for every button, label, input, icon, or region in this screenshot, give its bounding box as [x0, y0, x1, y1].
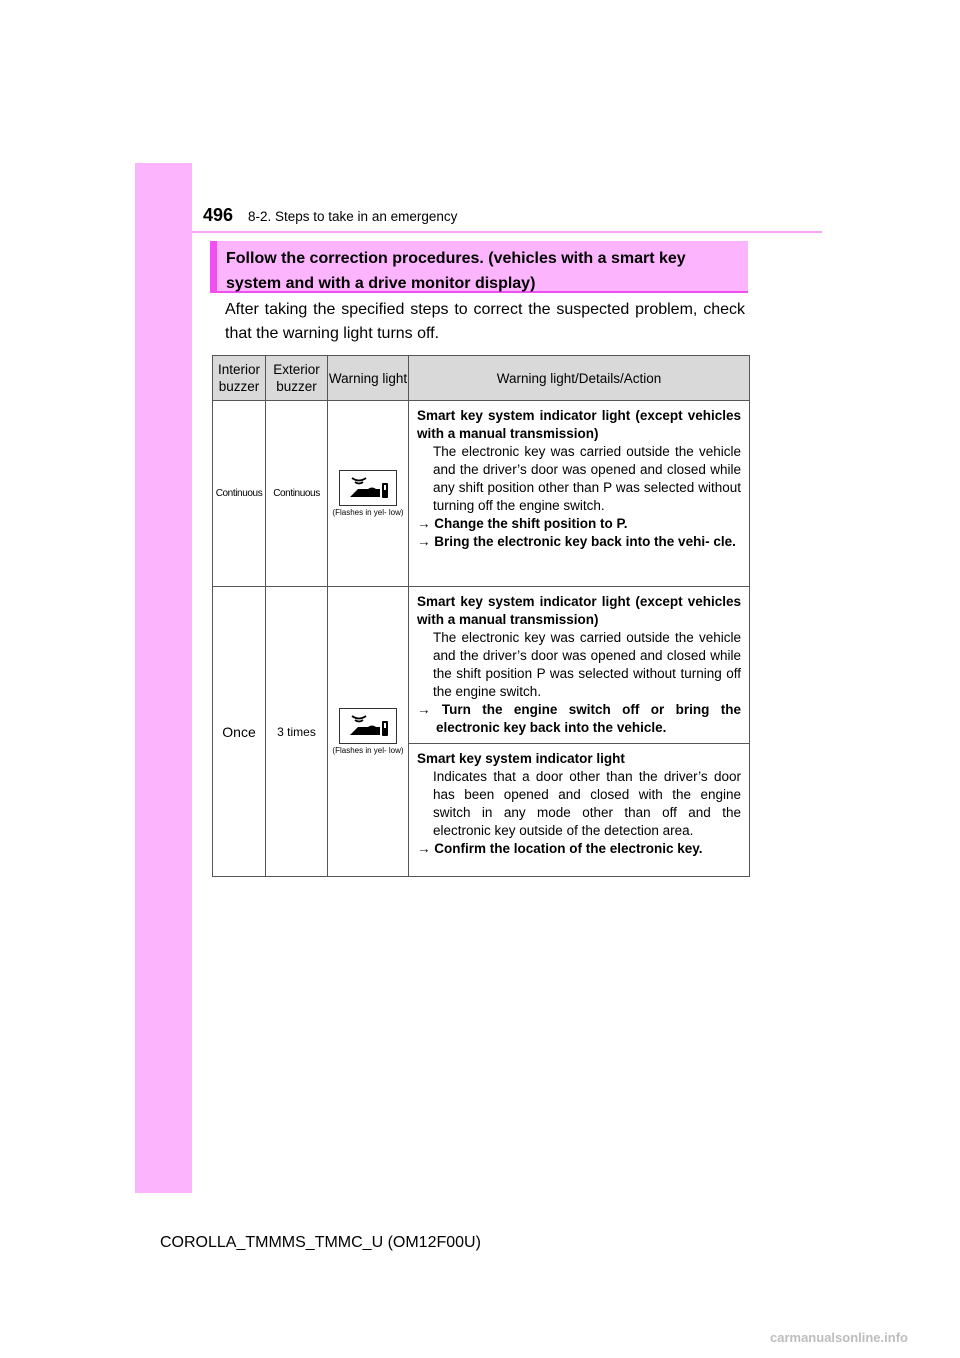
header-warning-light: Warning light: [328, 356, 409, 401]
detail-text: The electronic key was carried outside the vehicle and the driver’s door was opened and closed while any shift position other than P was selected without turning off the engine switch.: [433, 444, 741, 513]
detail-title: Smart key system indicator light: [417, 751, 625, 766]
action-item: → Bring the electronic key back into the vehi- cle.: [417, 534, 736, 549]
header-details-action: Warning light/Details/Action: [409, 356, 750, 401]
side-tab-band: [135, 163, 192, 1193]
callout-line-1: Follow the correction procedures. (vehicles with a smart key: [226, 250, 686, 267]
page-number: 496: [203, 205, 234, 225]
details-cell: [409, 744, 750, 877]
header-divider: [192, 231, 822, 233]
exterior-buzzer-cell: Continuous: [266, 401, 328, 587]
flash-note: (Flashes in yel- low): [332, 508, 404, 517]
watermark: carmanualsonline.info: [770, 1330, 908, 1345]
callout-line-2: system and with a drive monitor display): [226, 275, 536, 292]
detail-text: The electronic key was carried outside the vehicle and the driver’s door was opened and closed while the shift position P was selected without turning off the engine switch.: [433, 630, 741, 699]
detail-title: Smart key system indicator light (except vehicles with a manual transmission): [417, 408, 741, 441]
section-title: 8-2. Steps to take in an emergency: [248, 209, 458, 224]
smart-key-indicator-icon: [339, 470, 397, 506]
warning-table: [212, 355, 750, 877]
table-header-row: [213, 356, 750, 401]
details-cell: [409, 401, 750, 587]
header-interior-buzzer: Interior buzzer: [213, 356, 266, 401]
warning-light-cell: [328, 587, 409, 877]
detail-title: Smart key system indicator light (except vehicles with a manual transmission): [417, 594, 741, 627]
action-item: → Confirm the location of the electronic key.: [417, 841, 703, 856]
header-exterior-buzzer: Exterior buzzer: [266, 356, 328, 401]
exterior-buzzer-cell: 3 times: [266, 587, 328, 877]
interior-buzzer-cell: Once: [213, 587, 266, 877]
callout-box: [210, 241, 748, 293]
details-cell: [409, 587, 750, 744]
table-row: [213, 587, 750, 744]
detail-text: Indicates that a door other than the driver’s door has been opened and closed with the engine switch in any mode other than off and the electronic key outside of the detection area.: [433, 769, 741, 838]
flash-note: (Flashes in yel- low): [332, 746, 404, 755]
table-row: [213, 401, 750, 587]
intro-paragraph: After taking the specified steps to correct the suspected problem, check that the warning light turns off.: [225, 301, 745, 342]
interior-buzzer-cell: Continuous: [213, 401, 266, 587]
action-item: → Turn the engine switch off or bring the electronic key back into the vehicle.: [417, 702, 741, 735]
warning-light-cell: [328, 401, 409, 587]
smart-key-indicator-icon: [339, 708, 397, 744]
footer-model-code: COROLLA_TMMMS_TMMC_U (OM12F00U): [160, 1234, 481, 1251]
action-item: → Change the shift position to P.: [417, 516, 628, 531]
